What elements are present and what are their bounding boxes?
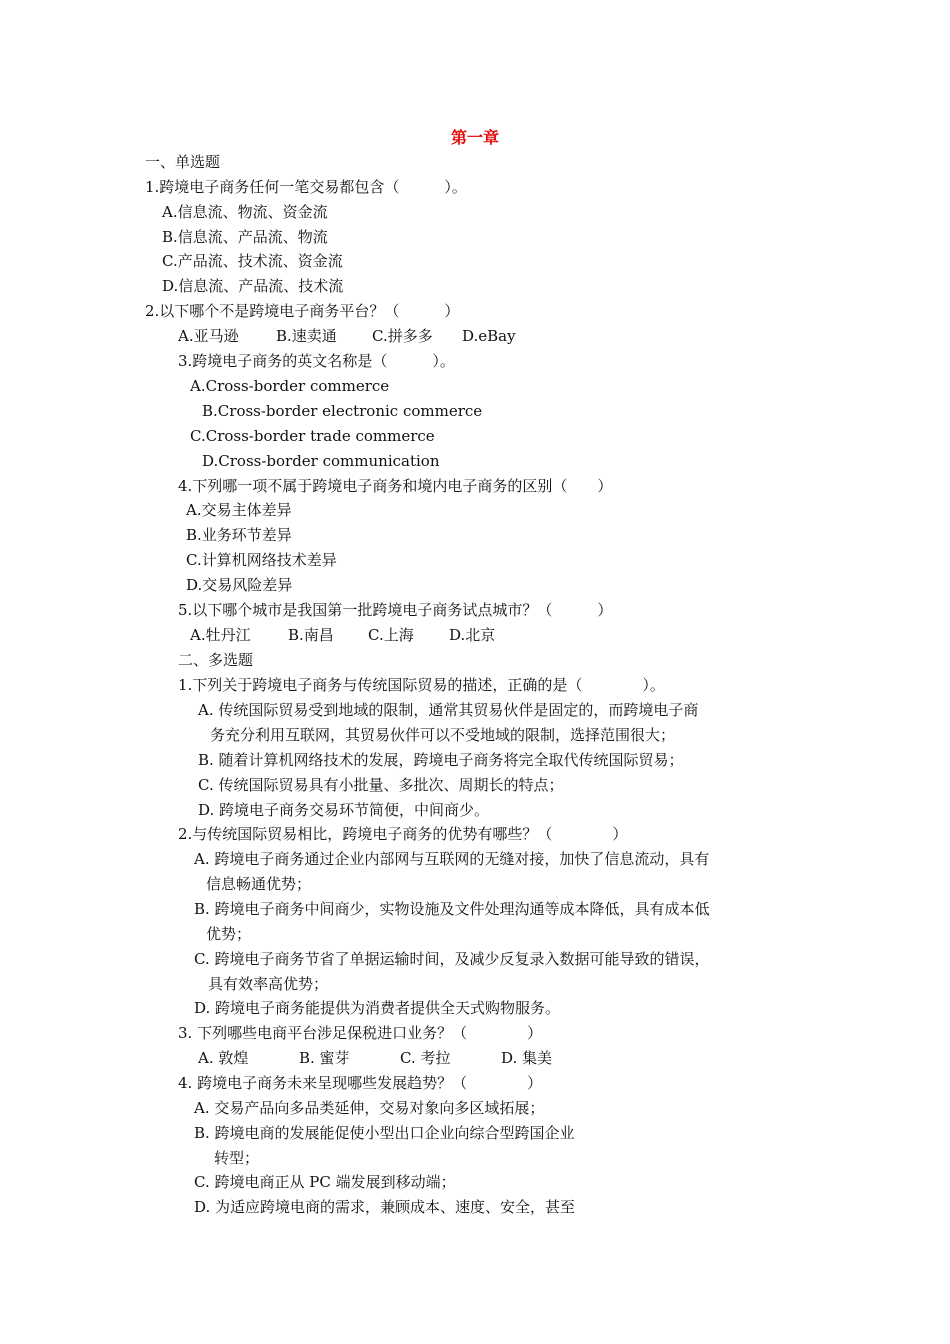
question-text: 4.下列哪一项不属于跨境电子商务和境内电子商务的区别（ ）: [178, 477, 613, 495]
option-d: D.信息流、产品流、技术流: [162, 277, 344, 295]
option-b: B.Cross-border electronic commerce: [202, 402, 483, 420]
option-a: A.交易主体差异: [186, 501, 292, 519]
option-c: C. 跨境电商正从 PC 端发展到移动端；: [194, 1173, 456, 1191]
option-d: D.eBay: [462, 327, 516, 345]
option-a-cont: 信息畅通优势；: [206, 875, 312, 893]
option-a: A.亚马逊: [178, 327, 239, 345]
option-d: D. 为适应跨境电商的需求，兼顾成本、速度、安全，甚至: [194, 1198, 576, 1216]
option-b: B.业务环节差异: [186, 526, 292, 544]
option-c: C.上海: [368, 626, 414, 644]
section-header-multi: 二、多选题: [178, 651, 254, 669]
option-c: C.Cross-border trade commerce: [190, 427, 435, 445]
option-a: A.牡丹江: [190, 626, 251, 644]
question-text: 3. 下列哪些电商平台涉足保税进口业务？（ ）: [178, 1024, 543, 1042]
chapter-title: 第一章: [450, 128, 499, 147]
option-d: D. 跨境电子商务交易环节简便，中间商少。: [198, 801, 490, 819]
option-d: D. 集美: [501, 1049, 553, 1067]
option-c: C. 考拉: [400, 1049, 451, 1067]
question-text: 5.以下哪个城市是我国第一批跨境电子商务试点城市？（ ）: [178, 601, 613, 619]
option-a: A. 敦煌: [198, 1049, 249, 1067]
question-text: 3.跨境电子商务的英文名称是（ ）。: [178, 352, 455, 370]
option-d: D.北京: [449, 626, 496, 644]
question-text: 2.与传统国际贸易相比，跨境电子商务的优势有哪些？（ ）: [178, 825, 628, 843]
option-b-cont: 优势；: [206, 925, 252, 943]
option-b: B. 随着计算机网络技术的发展，跨境电子商务将完全取代传统国际贸易；: [198, 751, 684, 769]
option-a: A. 跨境电子商务通过企业内部网与互联网的无缝对接，加快了信息流动，具有: [194, 850, 710, 868]
option-d: D. 跨境电子商务能提供为消费者提供全天式购物服务。: [194, 999, 561, 1017]
section-header-single: 一、单选题: [145, 153, 221, 171]
option-a: A.Cross-border commerce: [190, 377, 390, 395]
option-a-cont: 务充分利用互联网，其贸易伙伴可以不受地域的限制，选择范围很大；: [210, 726, 676, 744]
option-b-cont: 转型；: [214, 1149, 260, 1167]
question-text: 1.下列关于跨境电子商务与传统国际贸易的描述，正确的是（ ）。: [178, 676, 665, 694]
option-c-cont: 具有效率高优势；: [208, 975, 329, 993]
question-text: 2.以下哪个不是跨境电子商务平台？（ ）: [145, 302, 460, 320]
option-c: C.拼多多: [372, 327, 433, 345]
option-c: C.产品流、技术流、资金流: [162, 252, 343, 270]
question-text: 4. 跨境电子商务未来呈现哪些发展趋势？（ ）: [178, 1074, 543, 1092]
option-b: B. 跨境电商的发展能促使小型出口企业向综合型跨国企业: [194, 1124, 575, 1142]
option-d: D.Cross-border communication: [202, 452, 440, 470]
option-b: B.信息流、产品流、物流: [162, 228, 328, 246]
option-a: A.信息流、物流、资金流: [162, 203, 328, 221]
option-b: B.南昌: [288, 626, 334, 644]
option-b: B.速卖通: [276, 327, 337, 345]
option-a: A. 交易产品向多品类延伸，交易对象向多区域拓展；: [194, 1099, 545, 1117]
option-c: C.计算机网络技术差异: [186, 551, 337, 569]
option-d: D.交易风险差异: [186, 576, 293, 594]
option-b: B. 跨境电子商务中间商少，实物设施及文件处理沟通等成本降低，具有成本低: [194, 900, 710, 918]
option-a: A. 传统国际贸易受到地域的限制，通常其贸易伙伴是固定的，而跨境电子商: [198, 701, 699, 719]
option-c: C. 跨境电子商务节省了单据运输时间，及减少反复录入数据可能导致的错误，: [194, 950, 710, 968]
option-c: C. 传统国际贸易具有小批量、多批次、周期长的特点；: [198, 776, 564, 794]
option-b: B. 蜜芽: [299, 1049, 350, 1067]
question-text: 1.跨境电子商务任何一笔交易都包含（ ）。: [145, 178, 467, 196]
